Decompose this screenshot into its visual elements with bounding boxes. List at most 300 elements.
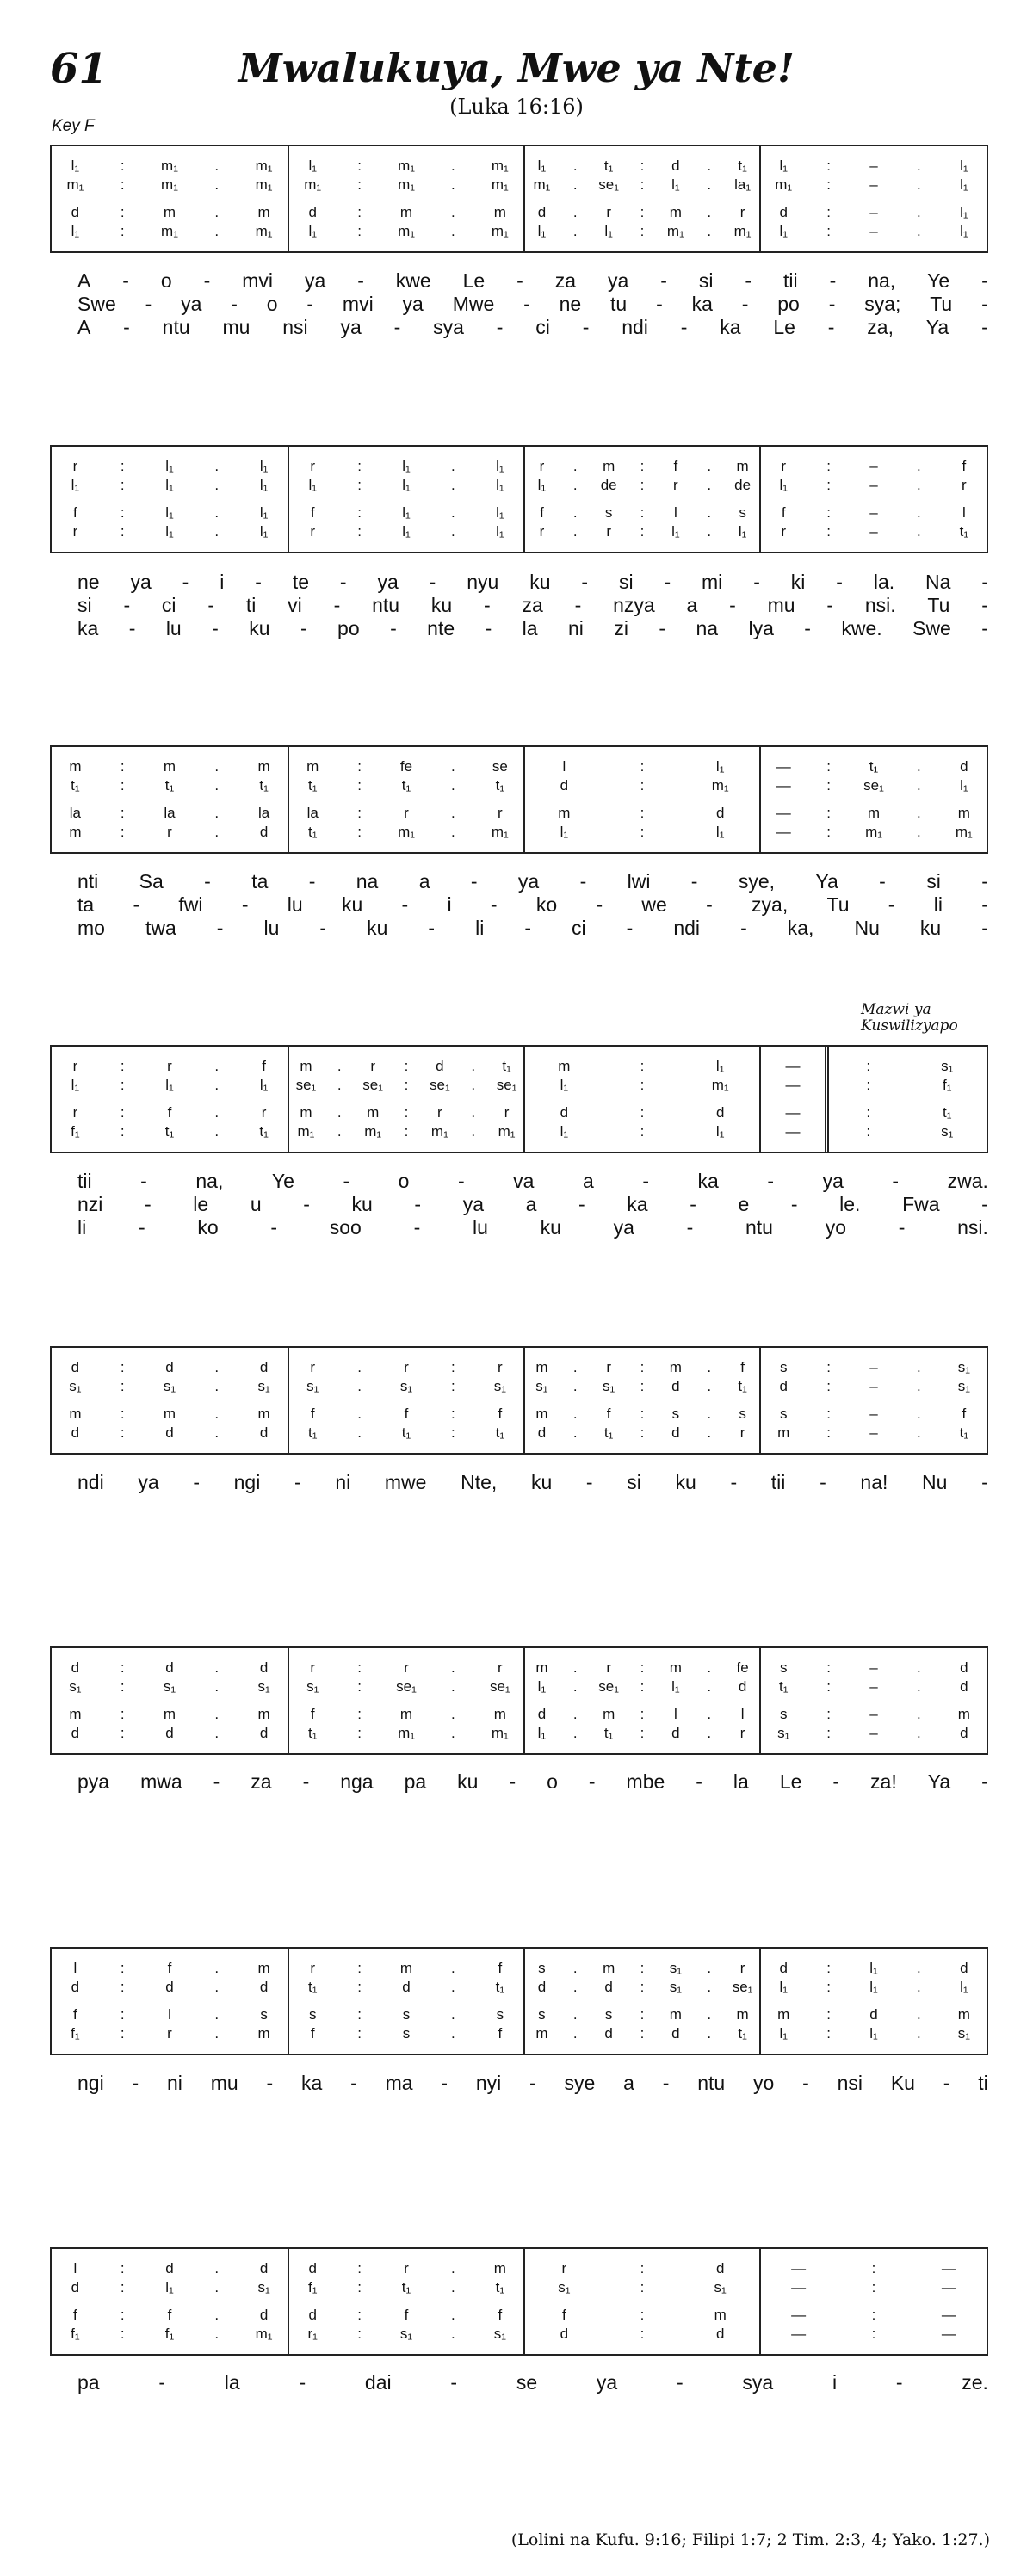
note-token: f bbox=[310, 1405, 315, 1422]
note-token: r bbox=[781, 523, 787, 540]
voice-notes bbox=[52, 2325, 288, 2344]
lyric-syllable: A bbox=[77, 315, 91, 338]
note-token: t₁ bbox=[259, 777, 269, 794]
note-token: m₁ bbox=[430, 1123, 448, 1140]
note-token: : bbox=[640, 1706, 645, 1722]
note-token: l₁ bbox=[308, 477, 317, 493]
note-token: m₁ bbox=[161, 158, 178, 174]
note-token: s bbox=[538, 2006, 546, 2023]
note-token: d bbox=[715, 2326, 725, 2342]
lyric-syllable: ku bbox=[341, 893, 363, 916]
lyric-syllable: - bbox=[483, 593, 491, 616]
note-token: d bbox=[259, 1725, 269, 1741]
note-token: se₁ bbox=[732, 1979, 753, 1995]
voice-notes bbox=[525, 2259, 759, 2278]
note-token: : bbox=[640, 223, 645, 239]
note-token: m bbox=[163, 204, 176, 220]
note-token: r bbox=[167, 1058, 172, 1074]
note-token: — bbox=[791, 2260, 807, 2276]
lyric-syllable: li bbox=[77, 1215, 87, 1239]
note-token: m₁ bbox=[491, 176, 509, 193]
note-token: – bbox=[869, 176, 878, 193]
note-token: : bbox=[640, 176, 645, 193]
note-token: : bbox=[404, 1058, 409, 1074]
lyric-syllable: zwa. bbox=[947, 1169, 988, 1192]
note-token: r bbox=[437, 1104, 442, 1121]
note-token: s₁ bbox=[257, 1378, 270, 1394]
note-token: : bbox=[120, 2279, 125, 2295]
note-token: m bbox=[493, 2260, 506, 2276]
voice-notes bbox=[52, 1122, 288, 1141]
note-token: . bbox=[917, 2025, 921, 2042]
note-token: l₁ bbox=[71, 223, 80, 239]
voice-notes bbox=[761, 476, 987, 495]
voice-notes bbox=[52, 1424, 288, 1442]
lyric-syllable: na bbox=[696, 616, 719, 639]
note-token: : bbox=[640, 1058, 645, 1074]
lyric-syllable: Nte, bbox=[461, 1470, 498, 1493]
voice-notes bbox=[289, 2325, 523, 2344]
note-token: se₁ bbox=[489, 1678, 510, 1695]
note-token: m₁ bbox=[255, 158, 273, 174]
note-token: : bbox=[120, 1123, 125, 1140]
note-token: . bbox=[917, 223, 921, 239]
note-token: d bbox=[715, 2260, 725, 2276]
note-token: : bbox=[640, 1960, 645, 1976]
note-token: d bbox=[960, 758, 968, 775]
note-token: r bbox=[167, 824, 172, 840]
note-token: r bbox=[539, 458, 545, 474]
note-token: m₁ bbox=[491, 158, 509, 174]
note-token: – bbox=[869, 523, 878, 540]
note-token: m bbox=[257, 758, 270, 775]
note-token: : bbox=[120, 777, 125, 794]
lyric-syllable: - bbox=[306, 292, 314, 315]
voice-notes bbox=[52, 823, 288, 842]
note-token: . bbox=[572, 1678, 578, 1695]
lyric-syllable: Swe bbox=[77, 292, 116, 315]
note-token: . bbox=[917, 1960, 921, 1976]
note-token: : bbox=[826, 1359, 831, 1375]
measure bbox=[523, 1047, 759, 1152]
note-token: . bbox=[451, 805, 455, 821]
lyric-syllable: - bbox=[981, 315, 988, 338]
note-token: : bbox=[826, 158, 831, 174]
voice-notes bbox=[761, 1122, 825, 1141]
note-token: r bbox=[72, 458, 78, 474]
note-token: t₁ bbox=[778, 1678, 789, 1695]
note-token: l₁ bbox=[71, 158, 80, 174]
measure bbox=[288, 747, 523, 852]
note-token: . bbox=[572, 204, 578, 220]
note-token: s₁ bbox=[493, 2326, 506, 2342]
lyric-syllable: - bbox=[123, 593, 131, 616]
lyric-syllable: - bbox=[299, 2370, 306, 2394]
voice-notes bbox=[289, 157, 523, 176]
note-token: f₁ bbox=[307, 2279, 318, 2295]
note-token: . bbox=[214, 1077, 220, 1093]
lyric-syllable: ndi bbox=[77, 1470, 104, 1493]
note-token: t₁ bbox=[307, 824, 318, 840]
lyric-syllable: si bbox=[77, 593, 92, 616]
note-token: . bbox=[214, 158, 220, 174]
lyric-syllable: li bbox=[475, 916, 485, 939]
note-token: d bbox=[671, 1424, 680, 1441]
note-token: : bbox=[357, 2279, 362, 2295]
note-token: d bbox=[960, 1678, 968, 1695]
note-token: r bbox=[606, 204, 611, 220]
voice-notes bbox=[289, 1358, 523, 1377]
lyric-syllable: li bbox=[933, 893, 943, 916]
lyric-syllable: twa bbox=[145, 916, 176, 939]
note-token: . bbox=[707, 204, 712, 220]
note-token: : bbox=[826, 2006, 831, 2023]
voice-notes bbox=[289, 776, 523, 795]
lyric-syllable: - bbox=[660, 269, 667, 292]
note-token: . bbox=[451, 523, 455, 540]
lyric-syllable: ne bbox=[77, 570, 100, 593]
lyric-syllable: nyi bbox=[475, 2071, 502, 2094]
note-token: m bbox=[777, 2006, 790, 2023]
note-token: s₁ bbox=[603, 1378, 615, 1394]
lyric-syllable: - bbox=[828, 292, 836, 315]
note-token: . bbox=[214, 1678, 220, 1695]
note-token: f bbox=[404, 2307, 409, 2323]
note-token: t₁ bbox=[401, 777, 411, 794]
lyric-syllable: ku bbox=[249, 616, 270, 639]
lyric-syllable: - bbox=[895, 2370, 903, 2394]
lyric-syllable: la bbox=[224, 2370, 240, 2394]
note-token: r bbox=[370, 1058, 375, 1074]
lyric-syllable: - bbox=[664, 570, 671, 593]
note-token: m bbox=[957, 2006, 970, 2023]
note-token: : bbox=[640, 1979, 645, 1995]
note-token: d bbox=[779, 1378, 788, 1394]
note-token: : bbox=[826, 1725, 831, 1741]
lyric-syllable: ka bbox=[627, 1192, 648, 1215]
voice-notes bbox=[761, 1103, 825, 1122]
note-token: s bbox=[538, 1960, 546, 1976]
voice-notes bbox=[52, 503, 288, 522]
lyric-line bbox=[77, 593, 988, 617]
note-token: : bbox=[357, 158, 362, 174]
note-token: . bbox=[214, 1706, 220, 1722]
note-token: m bbox=[399, 1706, 413, 1722]
voice-notes bbox=[761, 157, 987, 176]
note-token: : bbox=[640, 1405, 645, 1422]
note-token: la bbox=[257, 805, 270, 821]
note-token: : bbox=[357, 2006, 362, 2023]
lyric-syllable: ta bbox=[251, 869, 269, 893]
note-token: se₁ bbox=[863, 777, 884, 794]
note-token: d bbox=[71, 1979, 80, 1995]
note-token: t₁ bbox=[401, 1424, 411, 1441]
lyric-syllable: ntu bbox=[162, 315, 190, 338]
note-token: d bbox=[308, 2260, 317, 2276]
lyric-syllable: - bbox=[820, 1470, 826, 1493]
note-token: se₁ bbox=[396, 1678, 417, 1695]
note-token: . bbox=[917, 158, 921, 174]
voice-notes bbox=[761, 1724, 987, 1743]
lyric-syllable: - bbox=[429, 570, 436, 593]
lyric-line bbox=[77, 893, 988, 917]
voice-notes bbox=[525, 1659, 759, 1677]
note-token: d bbox=[259, 1359, 269, 1375]
note-token: – bbox=[869, 477, 878, 493]
lyric-syllable: za bbox=[554, 269, 577, 292]
lyric-syllable: nzi bbox=[77, 1192, 103, 1215]
note-token: . bbox=[707, 223, 712, 239]
note-token: s₁ bbox=[306, 1678, 319, 1695]
voice-notes bbox=[52, 176, 288, 195]
lyric-syllable: ko bbox=[535, 893, 558, 916]
note-token: . bbox=[214, 204, 220, 220]
note-token: m bbox=[69, 1706, 82, 1722]
note-token: . bbox=[451, 824, 455, 840]
voice-notes bbox=[52, 1959, 288, 1978]
note-token: . bbox=[337, 1077, 342, 1093]
note-token: d bbox=[165, 1359, 174, 1375]
note-token: l₁ bbox=[308, 223, 317, 239]
note-token: : bbox=[357, 223, 362, 239]
lyric-line bbox=[77, 1215, 988, 1239]
note-token: : bbox=[120, 2307, 125, 2323]
note-token: se bbox=[492, 758, 508, 775]
lyric-syllable: si bbox=[698, 269, 714, 292]
note-token: : bbox=[826, 1678, 831, 1695]
note-token: r bbox=[673, 477, 678, 493]
note-token: : bbox=[826, 1659, 831, 1676]
note-token: m₁ bbox=[304, 176, 322, 193]
note-token: d bbox=[165, 1725, 174, 1741]
voice-notes bbox=[289, 1122, 523, 1141]
note-token: fe bbox=[399, 758, 413, 775]
note-token: d bbox=[671, 1725, 680, 1741]
lyric-syllable: - bbox=[401, 893, 409, 916]
note-token: . bbox=[707, 1405, 712, 1422]
voice-notes bbox=[761, 1405, 987, 1424]
lyric-syllable: ku bbox=[675, 1470, 696, 1493]
note-token: : bbox=[826, 1424, 831, 1441]
note-token: l₁ bbox=[165, 1077, 174, 1093]
lyric-syllable: ti bbox=[245, 593, 257, 616]
lyric-syllable: ta bbox=[77, 893, 95, 916]
note-token: s₁ bbox=[957, 2025, 970, 2042]
note-token: r bbox=[497, 1659, 503, 1676]
lyric-syllable: ya bbox=[377, 570, 399, 593]
note-token: : bbox=[357, 758, 362, 775]
lyric-syllable: mu bbox=[222, 315, 251, 338]
measure bbox=[288, 447, 523, 552]
note-token: : bbox=[404, 1123, 409, 1140]
note-token: . bbox=[572, 1706, 578, 1722]
note-token: l bbox=[740, 1706, 745, 1722]
note-token: . bbox=[572, 176, 578, 193]
lyric-syllable: ti bbox=[978, 2071, 988, 2094]
lyric-line bbox=[77, 269, 988, 293]
lyric-syllable: si bbox=[618, 570, 634, 593]
voice-notes bbox=[52, 476, 288, 495]
note-token: . bbox=[357, 1424, 362, 1441]
note-token: . bbox=[707, 1359, 712, 1375]
voice-notes bbox=[289, 1705, 523, 1724]
lyric-syllable: ya bbox=[613, 1215, 634, 1239]
lyric-syllable: ya bbox=[462, 1192, 484, 1215]
lyric-syllable: ku bbox=[530, 1470, 553, 1493]
song-title: Mwalukuya, Mwe ya Nte! bbox=[238, 45, 795, 91]
lyric-syllable: kwe. bbox=[841, 616, 882, 639]
note-token: . bbox=[572, 223, 578, 239]
note-token: l₁ bbox=[496, 504, 504, 521]
note-token: : bbox=[120, 2260, 125, 2276]
staff-system bbox=[50, 145, 988, 253]
note-token: . bbox=[451, 458, 455, 474]
lyric-syllable: - bbox=[294, 1470, 301, 1493]
note-token: d bbox=[604, 2025, 613, 2042]
note-token: m bbox=[603, 458, 615, 474]
note-token: . bbox=[572, 1424, 578, 1441]
note-token: : bbox=[404, 1077, 409, 1093]
lyric-syllable: - bbox=[741, 292, 749, 315]
note-token: : bbox=[826, 824, 831, 840]
measure bbox=[52, 1348, 288, 1453]
lyric-syllable: ci bbox=[572, 916, 586, 939]
note-token: . bbox=[214, 2326, 220, 2342]
note-token: . bbox=[451, 758, 455, 775]
note-token: . bbox=[572, 504, 578, 521]
voice-notes bbox=[525, 823, 759, 842]
note-token: t₁ bbox=[959, 523, 969, 540]
note-token: . bbox=[451, 1659, 455, 1676]
note-token: . bbox=[214, 1725, 220, 1741]
note-token: : bbox=[120, 824, 125, 840]
voice-notes bbox=[52, 1705, 288, 1724]
note-token: : bbox=[826, 458, 831, 474]
lyric-syllable: - bbox=[128, 616, 136, 639]
note-token: r bbox=[606, 1659, 611, 1676]
lyric-syllable: - bbox=[832, 1770, 840, 1793]
lyric-syllable: Swe bbox=[912, 616, 951, 639]
voice-notes bbox=[761, 2259, 987, 2278]
note-token: m₁ bbox=[865, 824, 882, 840]
lyric-syllable: - bbox=[350, 2071, 357, 2094]
voice-notes bbox=[761, 1057, 825, 1076]
note-token: se₁ bbox=[295, 1077, 317, 1093]
lyric-syllable: pa bbox=[404, 1770, 427, 1793]
lyric-syllable: we bbox=[641, 893, 667, 916]
lyric-syllable: tii bbox=[770, 1470, 786, 1493]
note-token: m₁ bbox=[255, 176, 273, 193]
note-token: : bbox=[357, 1659, 362, 1676]
note-token: l₁ bbox=[779, 1979, 788, 1995]
note-token: . bbox=[451, 1979, 455, 1995]
note-token: . bbox=[572, 2006, 578, 2023]
note-token: r bbox=[606, 1359, 611, 1375]
note-token: . bbox=[917, 2006, 921, 2023]
voice-notes bbox=[525, 757, 759, 776]
note-token: t₁ bbox=[869, 758, 879, 775]
note-token: m₁ bbox=[398, 176, 415, 193]
lyric-syllable: o bbox=[160, 269, 172, 292]
note-token: m bbox=[603, 1706, 615, 1722]
note-token: l₁ bbox=[671, 523, 680, 540]
voice-notes bbox=[761, 2005, 987, 2024]
note-token: l₁ bbox=[779, 2025, 788, 2042]
note-token: . bbox=[572, 477, 578, 493]
lyric-syllable: - bbox=[132, 2071, 139, 2094]
lyric-syllable: e bbox=[738, 1192, 750, 1215]
note-token: r bbox=[504, 1104, 510, 1121]
measure bbox=[523, 146, 759, 251]
note-token: f bbox=[498, 2025, 503, 2042]
note-token: . bbox=[471, 1123, 476, 1140]
lyric-syllable: - bbox=[231, 292, 238, 315]
note-token: : bbox=[120, 458, 125, 474]
lyric-syllable: - bbox=[414, 1192, 422, 1215]
note-token: . bbox=[471, 1058, 476, 1074]
note-token: : bbox=[120, 2006, 125, 2023]
lyric-syllable: zi bbox=[614, 616, 628, 639]
note-token: se₁ bbox=[496, 1077, 517, 1093]
note-token: f bbox=[167, 1104, 172, 1121]
voice-notes bbox=[829, 1103, 987, 1122]
lyric-syllable: za, bbox=[867, 315, 894, 338]
note-token: l₁ bbox=[960, 777, 968, 794]
note-token: . bbox=[451, 504, 455, 521]
note-token: : bbox=[120, 2025, 125, 2042]
note-token: : bbox=[640, 1678, 645, 1695]
note-token: l bbox=[562, 758, 566, 775]
voice-notes bbox=[525, 2005, 759, 2024]
note-token: . bbox=[451, 158, 455, 174]
note-token: l bbox=[673, 504, 677, 521]
note-token: : bbox=[357, 176, 362, 193]
note-token: : bbox=[120, 1979, 125, 1995]
note-token: : bbox=[640, 523, 645, 540]
note-token: m bbox=[493, 1706, 506, 1722]
staff-system bbox=[50, 1947, 988, 2055]
staff-system bbox=[50, 445, 988, 553]
lyric-syllable: - bbox=[730, 1470, 738, 1493]
note-token: : bbox=[357, 1725, 362, 1741]
note-token: m bbox=[957, 805, 970, 821]
lyric-syllable: ku bbox=[367, 916, 388, 939]
voice-notes bbox=[289, 1959, 523, 1978]
note-token: . bbox=[214, 1058, 220, 1074]
voice-notes bbox=[761, 1659, 987, 1677]
note-token: . bbox=[707, 158, 712, 174]
note-token: l₁ bbox=[259, 504, 269, 521]
note-token: r bbox=[561, 2260, 567, 2276]
note-token: f bbox=[781, 504, 786, 521]
voice-notes bbox=[525, 203, 759, 222]
note-token: d bbox=[738, 1678, 747, 1695]
lyric-line bbox=[77, 1770, 988, 1794]
lyric-syllable: vi bbox=[288, 593, 302, 616]
lyric-line bbox=[77, 2071, 988, 2095]
lyric-syllable: mu bbox=[210, 2071, 238, 2094]
voice-notes bbox=[289, 1677, 523, 1696]
note-token: . bbox=[917, 1678, 921, 1695]
lyric-syllable: - bbox=[182, 570, 189, 593]
note-token: : bbox=[640, 2025, 645, 2042]
note-token: . bbox=[214, 758, 220, 775]
note-token: d bbox=[259, 2260, 269, 2276]
note-token: : bbox=[357, 458, 362, 474]
lyric-syllable: mi bbox=[702, 570, 723, 593]
note-token: r bbox=[72, 1104, 78, 1121]
note-token: . bbox=[572, 458, 578, 474]
